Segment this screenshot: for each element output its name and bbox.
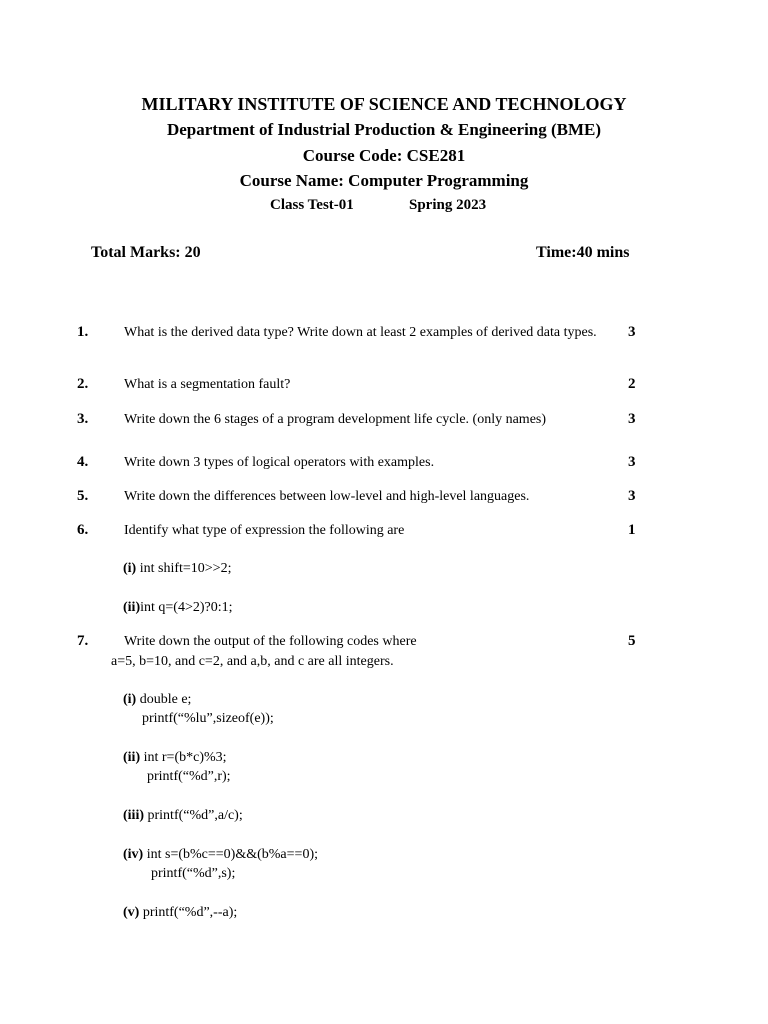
item-label: (iv) — [123, 847, 144, 862]
department-title: Department of Industrial Production & Engineering (BME) — [166, 120, 602, 139]
institution-title: MILITARY INSTITUTE OF SCIENCE AND TECHNOLOGY — [141, 94, 627, 114]
question-marks: 1 — [628, 522, 636, 538]
item-code: int r=(b*c)%3; — [140, 750, 227, 765]
item-code: int shift=10>>2; — [136, 561, 232, 576]
q7-item-line2: printf(“%d”,s); — [151, 866, 236, 881]
course-code: Course Code: CSE281 — [302, 146, 466, 165]
q7-item — [123, 692, 191, 708]
question-text: Write down the differences between low-level and high-level languages. — [124, 489, 530, 504]
question-marks: 3 — [628, 324, 636, 340]
item-code: printf(“%d”,a/c); — [144, 808, 243, 823]
q7-item — [123, 905, 237, 921]
question-number: 3. — [77, 411, 89, 427]
q7-item-line2: printf(“%lu”,sizeof(e)); — [142, 711, 274, 726]
question-marks: 3 — [628, 488, 636, 504]
q6-item — [123, 600, 233, 616]
total-marks: Total Marks: 20 — [91, 244, 201, 261]
question-number: 2. — [77, 376, 89, 392]
q7-item — [123, 847, 318, 863]
course-name: Course Name: Computer Programming — [239, 171, 529, 190]
question-marks: 3 — [628, 454, 636, 470]
item-label: (i) — [123, 692, 137, 707]
question-number: 4. — [77, 454, 89, 470]
term-label: Spring 2023 — [409, 197, 487, 213]
item-label: (ii) — [123, 750, 141, 765]
time-allowed: Time:40 mins — [536, 244, 630, 261]
item-label: (iii) — [123, 808, 144, 823]
question-text: What is the derived data type? Write down at least 2 examples of derived data types. — [124, 325, 597, 340]
q7-item — [123, 808, 243, 824]
item-label: (ii) — [123, 600, 141, 615]
q7-item — [123, 750, 227, 766]
question-marks: 5 — [628, 633, 636, 649]
q7-item-line2: printf(“%d”,r); — [147, 769, 231, 784]
class-test-label: Class Test-01 — [270, 197, 354, 213]
question-number: 5. — [77, 488, 89, 504]
question-text: Write down the 6 stages of a program development life cycle. (only names) — [124, 412, 547, 427]
question-number: 7. — [77, 633, 89, 649]
item-code: printf(“%d”,--a); — [139, 905, 238, 920]
question-text: Write down 3 types of logical operators with examples. — [124, 455, 435, 470]
question-number: 1. — [77, 324, 89, 340]
question-text: Identify what type of expression the following are — [124, 523, 405, 538]
item-label: (v) — [123, 905, 140, 920]
item-code: double e; — [136, 692, 192, 707]
item-code: int q=(4>2)?0:1; — [140, 600, 233, 615]
question-text-continued: a=5, b=10, and c=2, and a,b, and c are all integers. — [111, 654, 394, 669]
item-label: (i) — [123, 561, 137, 576]
question-text: What is a segmentation fault? — [124, 377, 291, 392]
question-number: 6. — [77, 522, 89, 538]
question-text: Write down the output of the following codes where — [124, 634, 417, 649]
item-code: int s=(b%c==0)&&(b%a==0); — [143, 847, 318, 862]
question-marks: 3 — [628, 411, 636, 427]
q6-item — [123, 561, 231, 577]
question-marks: 2 — [628, 376, 636, 392]
